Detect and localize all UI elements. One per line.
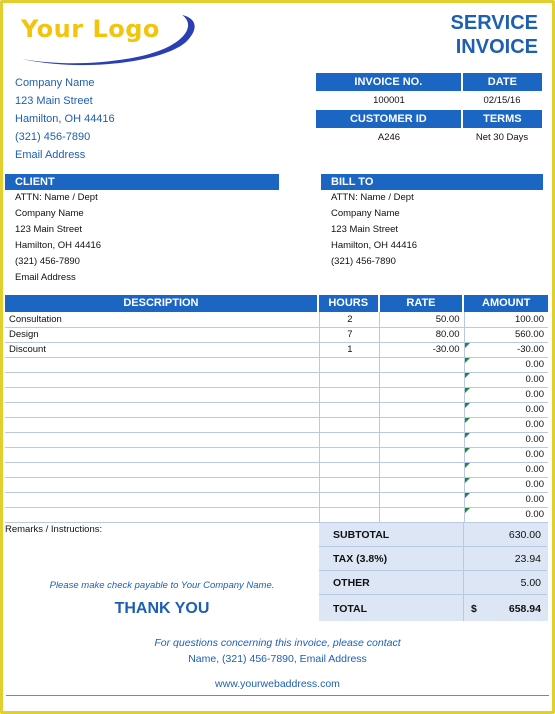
item-rate[interactable] (379, 492, 464, 507)
meta-header-row-2 (316, 110, 542, 128)
item-description[interactable]: Design (5, 327, 319, 342)
bill-to-block (321, 174, 543, 270)
item-amount[interactable]: 0.00 (464, 492, 548, 507)
comment-marker-icon (465, 508, 470, 513)
item-amount[interactable]: 0.00 (464, 372, 548, 387)
footer-contact: Name, (321) 456-7890, Email Address (188, 653, 367, 665)
item-rate[interactable] (379, 372, 464, 387)
comment-marker-icon (465, 448, 470, 453)
item-rate[interactable] (379, 417, 464, 432)
item-description[interactable]: Consultation (5, 312, 319, 327)
company-city: Hamilton, OH 44416 (15, 113, 115, 125)
table-row (5, 312, 548, 327)
item-rate[interactable] (379, 507, 464, 522)
other-value: 5.00 (520, 577, 541, 589)
item-amount[interactable]: 0.00 (464, 387, 548, 402)
tax-label: TAX (3.8%) (333, 553, 388, 565)
item-rate[interactable]: 50.00 (379, 312, 464, 327)
item-hours[interactable] (319, 447, 379, 462)
item-rate[interactable] (379, 462, 464, 477)
item-rate[interactable] (379, 477, 464, 492)
title-line-2: INVOICE (455, 36, 538, 58)
table-row (5, 447, 548, 462)
bill-to-street: 123 Main Street (331, 224, 399, 235)
table-row (5, 507, 548, 522)
comment-marker-icon (465, 493, 470, 498)
item-amount[interactable]: 0.00 (464, 357, 548, 372)
item-hours[interactable]: 2 (319, 312, 379, 327)
item-hours[interactable] (319, 372, 379, 387)
item-hours[interactable] (319, 402, 379, 417)
comment-marker-icon (465, 343, 470, 348)
totals-divider (463, 523, 464, 621)
company-address (15, 74, 115, 164)
customer-id-label: CUSTOMER ID (349, 113, 427, 125)
total-currency: $ (471, 603, 477, 615)
total-value: 658.94 (508, 603, 541, 615)
subtotal-value: 630.00 (508, 529, 541, 541)
item-amount[interactable]: 0.00 (464, 402, 548, 417)
client-email: Email Address (15, 272, 76, 283)
line-items (5, 295, 548, 523)
item-amount[interactable]: 0.00 (464, 432, 548, 447)
total-label: TOTAL (333, 603, 368, 615)
subtotal-label: SUBTOTAL (333, 529, 390, 541)
item-hours[interactable]: 1 (319, 342, 379, 357)
item-rate[interactable] (379, 387, 464, 402)
item-hours[interactable] (319, 507, 379, 522)
item-rate[interactable] (379, 357, 464, 372)
amount-header: AMOUNT (462, 295, 548, 312)
footer-question: For questions concerning this invoice, please contact (154, 637, 401, 649)
item-description[interactable] (5, 417, 319, 432)
item-hours[interactable] (319, 492, 379, 507)
item-description[interactable] (5, 402, 319, 417)
item-hours[interactable] (319, 432, 379, 447)
footer-rule (6, 695, 549, 696)
item-description[interactable] (5, 447, 319, 462)
terms-label: TERMS (461, 110, 542, 128)
table-row (5, 492, 548, 507)
table-row (5, 387, 548, 402)
logo (17, 11, 197, 67)
client-company: Company Name (15, 208, 84, 219)
company-name: Company Name (15, 77, 95, 89)
item-description[interactable] (5, 387, 319, 402)
logo-text: Your Logo (21, 15, 160, 43)
terms-value: Net 30 Days (475, 132, 529, 143)
client-phone: (321) 456-7890 (15, 256, 80, 267)
item-amount[interactable]: 0.00 (464, 477, 548, 492)
item-description[interactable] (5, 357, 319, 372)
company-street: 123 Main Street (15, 95, 93, 107)
item-hours[interactable] (319, 387, 379, 402)
item-description[interactable]: Discount (5, 342, 319, 357)
table-row (5, 477, 548, 492)
comment-marker-icon (465, 388, 470, 393)
item-hours[interactable] (319, 357, 379, 372)
client-street: 123 Main Street (15, 224, 83, 235)
item-amount[interactable]: 560.00 (464, 327, 548, 342)
items-table (5, 312, 548, 523)
item-description[interactable] (5, 492, 319, 507)
date-label: DATE (461, 73, 542, 91)
table-row (5, 432, 548, 447)
item-rate[interactable] (379, 447, 464, 462)
thank-you: THANK YOU (114, 600, 210, 617)
item-rate[interactable] (379, 402, 464, 417)
comment-marker-icon (465, 373, 470, 378)
date-value: 02/15/16 (483, 95, 521, 106)
bill-to-attn: ATTN: Name / Dept (331, 192, 414, 203)
item-hours[interactable] (319, 477, 379, 492)
subtotal-row (319, 523, 547, 547)
table-row (5, 327, 548, 342)
item-description[interactable] (5, 507, 319, 522)
company-email: Email Address (15, 149, 86, 161)
table-row (5, 462, 548, 477)
total-row (319, 595, 547, 621)
comment-marker-icon (465, 403, 470, 408)
item-rate[interactable] (379, 432, 464, 447)
item-amount[interactable]: 0.00 (464, 447, 548, 462)
invoice-no-label: INVOICE NO. (354, 76, 423, 88)
comment-marker-icon (465, 478, 470, 483)
item-rate[interactable]: -30.00 (379, 342, 464, 357)
page-title (338, 11, 538, 59)
invoice-no-value: 100001 (373, 95, 405, 106)
item-amount[interactable]: 100.00 (464, 312, 548, 327)
comment-marker-icon (465, 418, 470, 423)
table-row (5, 402, 548, 417)
tax-row (319, 547, 547, 571)
item-description[interactable] (5, 372, 319, 387)
client-heading: CLIENT (5, 174, 279, 190)
item-amount[interactable]: 0.00 (464, 507, 548, 522)
items-header (5, 295, 548, 312)
description-header: DESCRIPTION (123, 297, 199, 309)
client-attn: ATTN: Name / Dept (15, 192, 98, 203)
item-description[interactable] (5, 477, 319, 492)
totals-block (319, 523, 548, 621)
item-amount[interactable]: 0.00 (464, 462, 548, 477)
other-label: OTHER (333, 577, 370, 589)
item-hours[interactable]: 7 (319, 327, 379, 342)
bill-to-heading: BILL TO (321, 174, 543, 190)
customer-id-value: A246 (377, 132, 401, 143)
item-description[interactable] (5, 432, 319, 447)
item-description[interactable] (5, 462, 319, 477)
table-row (5, 372, 548, 387)
other-row (319, 571, 547, 595)
comment-marker-icon (465, 463, 470, 468)
remarks-label: Remarks / Instructions: (5, 524, 103, 535)
company-phone: (321) 456-7890 (15, 131, 91, 143)
table-row (5, 342, 548, 357)
bill-to-city: Hamilton, OH 44416 (331, 240, 418, 251)
item-amount[interactable]: -30.00 (464, 342, 548, 357)
table-row (5, 357, 548, 372)
item-hours[interactable] (319, 462, 379, 477)
client-block (5, 174, 279, 286)
meta-value-row-1 (316, 91, 542, 110)
item-hours[interactable] (319, 417, 379, 432)
bill-to-company: Company Name (331, 208, 400, 219)
rate-header: RATE (378, 295, 463, 312)
bill-to-phone: (321) 456-7890 (331, 256, 396, 267)
item-rate[interactable]: 80.00 (379, 327, 464, 342)
tax-value: 23.94 (514, 553, 541, 565)
title-line-1: SERVICE (450, 12, 538, 34)
footer-web: www.yourwebaddress.com (215, 678, 340, 690)
comment-marker-icon (465, 433, 470, 438)
meta-header-row-1 (316, 73, 542, 91)
client-city: Hamilton, OH 44416 (15, 240, 102, 251)
item-amount[interactable]: 0.00 (464, 417, 548, 432)
payable-note: Please make check payable to Your Company Name. (49, 580, 275, 591)
hours-header: HOURS (317, 295, 378, 312)
table-row (5, 417, 548, 432)
comment-marker-icon (465, 358, 470, 363)
invoice-meta (316, 73, 542, 147)
meta-value-row-2 (316, 128, 542, 147)
